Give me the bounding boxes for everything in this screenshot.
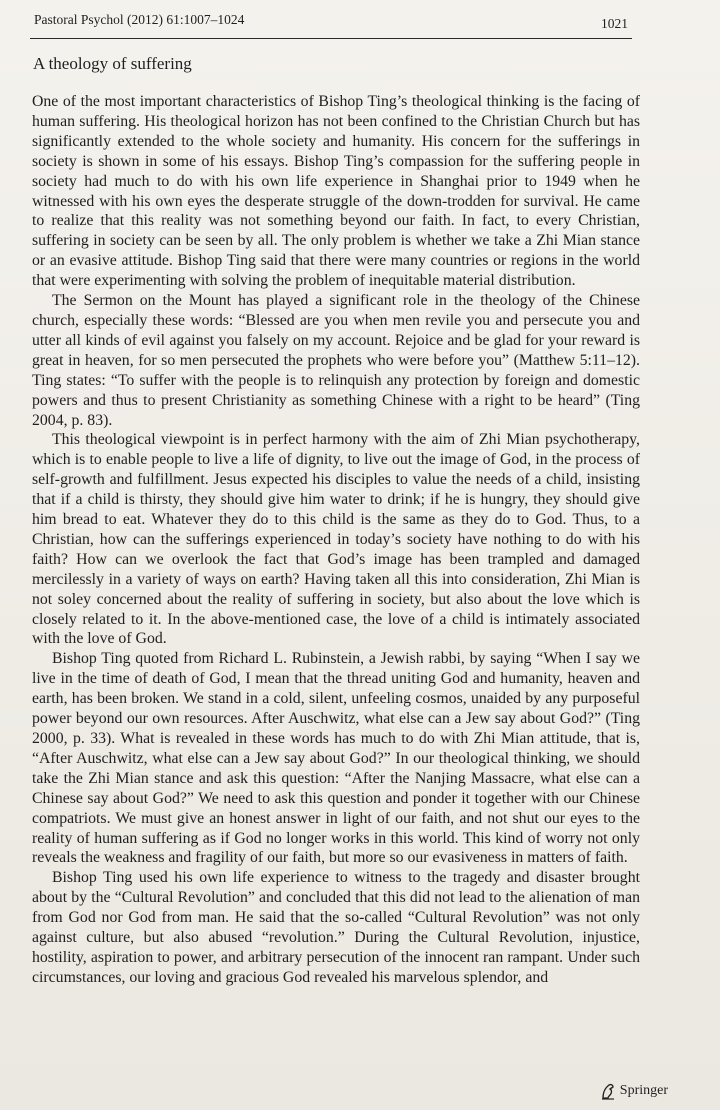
running-header: [30, 8, 632, 39]
journal-reference: Pastoral Psychol (2012) 61:1007–1024: [34, 12, 245, 27]
springer-horse-icon: [600, 1082, 616, 1100]
paragraph: Bishop Ting used his own life experience to witness to the tragedy and disaster brought about by the “Cultural Revolution” and concluded that this did not lead to the alienation of man from God nor God from man. He said that the so-called “Cultural Revolution” was not only against culture, but also abused “revolution.” During the Cultural Revolution, injustice, hostility, aspiration to power, and arbitrary persecution of the innocent ran rampant. Under such circumstances, our loving and gracious God revealed his marvelous splendor, and: [32, 869, 640, 986]
paragraph: One of the most important characteristics of Bishop Ting’s theological thinking is the facing of human suffering. His theological horizon has not been confined to the Christian Church but has significantly extended to the whole society and humanity. His concern for the sufferings in society is shown in some of his essays. Bishop Ting’s compassion for the suffering people in society had much to do with his own life experience in Shanghai prior to 1949 when he witnessed with his own eyes the desperate struggle of the down-trodden for survival. He came to realize that this reality was not something beyond our faith. In fact, to every Christian, suffering in society can be seen by all. The only problem is whether we take a Zhi Mian stance or an evasive attitude. Bishop Ting said that there were many countries or regions in the world that were experimenting with solving the problem of inequitable material distribution.: [32, 93, 640, 290]
body-text: [32, 92, 640, 988]
page-number: 1021: [601, 16, 628, 31]
paragraph: The Sermon on the Mount has played a significant role in the theology of the Chinese church, especially these words: “Blessed are you when men revile you and persecute you and utter all kinds of evil against you falsely on my account. Rejoice and be glad for your reward is great in heaven, for so men persecuted the prophets who were before you” (Matthew 5:11–12). Ting states: “To suffer with the people is to relinquish any protection by foreign and domestic powers and thus to present Christianity as something Chinese with a right to be heard” (Ting 2004, p. 83).: [32, 292, 640, 429]
paragraph: This theological viewpoint is in perfect harmony with the aim of Zhi Mian psychotherapy, which is to enable people to live a life of dignity, to live out the image of God, in the process of self-growth and fulfillment. Jesus expected his disciples to value the needs of a child, insisting that if a child is thirsty, they should give him water to drink; if he is hungry, they should give him bread to eat. Whatever they do to this child is the same as they do to God. Thus, to a Christian, how can the sufferings experienced in today’s society have nothing to do with his faith? How can we overlook the fact that God’s image has been trampled and damaged mercilessly in a variety of ways on earth? Having taken all this into consideration, Zhi Mian is not soley concerned about the reality of suffering in society, but also about the love which is closely related to it. In the above-mentioned case, the love of a child is intimately associated with the love of God.: [32, 431, 640, 648]
section-title: A theology of suffering: [33, 54, 192, 73]
publisher-name: Springer: [619, 1083, 668, 1098]
publisher-logo: [600, 1082, 668, 1100]
paragraph: Bishop Ting quoted from Richard L. Rubinstein, a Jewish rabbi, by saying “When I say we live in the time of death of God, I mean that the thread uniting God and humanity, heaven and earth, has been broken. We stand in a cold, silent, unfeeling cosmos, unaided by any purposeful power beyond our own resources. After Auschwitz, what else can a Jew say about God?” (Ting 2000, p. 33). What is revealed in these words has much to do with Zhi Mian attitude, that is, “After Auschwitz, what else can a Jew say about God?” In our theological thinking, we should take the Zhi Mian stance and ask this question: “After the Nanjing Massacre, what else can a Chinese say about God?” We need to ask this question and ponder it together with our Chinese compatriots. We must give an honest answer in light of our faith, and not shut our eyes to the reality of human suffering as if God no longer works in this world. This kind of worry not only reveals the weakness and fragility of our faith, but more so our evasiveness in matters of faith.: [32, 650, 640, 867]
